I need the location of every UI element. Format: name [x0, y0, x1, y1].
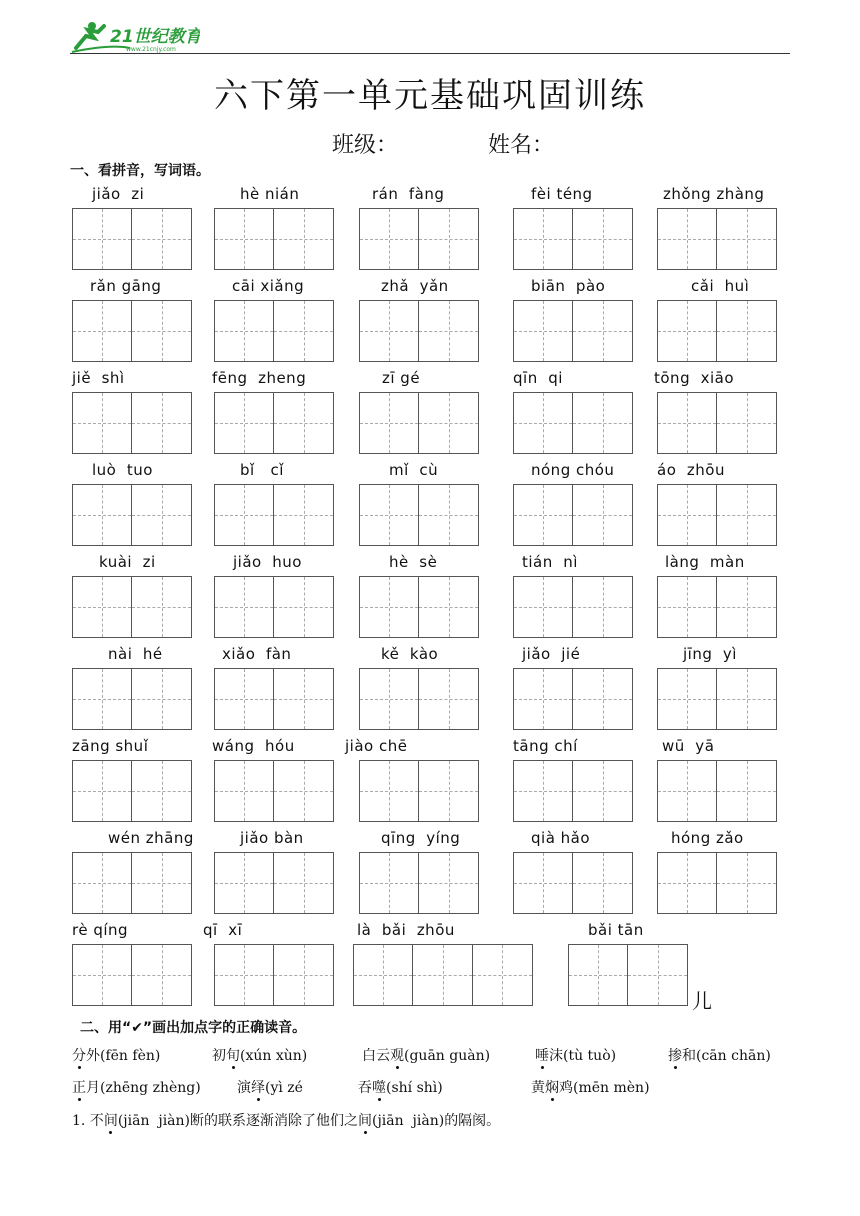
pinyin-label: fēng zheng	[212, 369, 307, 387]
tian-grid-square[interactable]	[360, 761, 419, 821]
tian-grid-square[interactable]	[132, 485, 191, 545]
writing-box[interactable]	[359, 576, 479, 638]
pinyin-label: jiě shì	[72, 369, 125, 387]
reading-choice-item[interactable]: 唾沫(tù tuò)	[535, 1048, 617, 1064]
pinyin-label: zhǎ yǎn	[381, 277, 449, 295]
writing-box[interactable]	[72, 944, 192, 1006]
pinyin-label: là bǎi zhōu	[357, 921, 455, 939]
tian-grid-square[interactable]	[215, 577, 274, 637]
writing-box[interactable]	[359, 852, 479, 914]
tian-grid-square[interactable]	[717, 209, 776, 269]
svg-text:www.21cnjy.com: www.21cnjy.com	[126, 46, 176, 53]
tian-grid-square[interactable]	[73, 577, 132, 637]
tian-grid-square[interactable]	[360, 301, 419, 361]
pinyin-label: cāi xiǎng	[232, 277, 305, 295]
tian-grid-square[interactable]	[274, 761, 333, 821]
tian-grid-square[interactable]	[215, 945, 274, 1005]
writing-box[interactable]	[568, 944, 688, 1006]
pinyin-label: qī xī	[203, 921, 243, 939]
tian-grid-square[interactable]	[215, 853, 274, 913]
tian-grid-square[interactable]	[215, 485, 274, 545]
sentence-1: 1. 不间(jiān jiàn)断的联系逐渐消除了他们之间(jiān jiàn)的隔阂。	[72, 1113, 501, 1129]
svg-text:21世纪教育: 21世纪教育	[110, 27, 200, 47]
tian-grid-square[interactable]	[132, 393, 191, 453]
writing-box[interactable]	[353, 944, 533, 1006]
tian-grid-square[interactable]	[658, 393, 717, 453]
reading-choice-item[interactable]: 演绎(yì zé	[237, 1080, 303, 1096]
pinyin-label: jiào chē	[345, 737, 408, 755]
er-suffix: 儿	[692, 989, 712, 1013]
header-divider	[70, 53, 790, 54]
reading-choice-item[interactable]: 正月(zhēng zhèng)	[72, 1080, 201, 1096]
tian-grid-square[interactable]	[573, 853, 632, 913]
tian-grid-square[interactable]	[717, 577, 776, 637]
tian-grid-square[interactable]	[514, 485, 573, 545]
writing-box[interactable]	[657, 852, 777, 914]
pinyin-label: jīng yì	[683, 645, 737, 663]
tian-grid-square[interactable]	[658, 209, 717, 269]
tian-grid-square[interactable]	[717, 485, 776, 545]
tian-grid-square[interactable]	[73, 301, 132, 361]
tian-grid-square[interactable]	[514, 393, 573, 453]
tian-grid-square[interactable]	[360, 209, 419, 269]
pinyin-label: bǐ cǐ	[240, 461, 284, 479]
pinyin-label: qīn qi	[513, 369, 563, 387]
pinyin-label: wáng hóu	[212, 737, 295, 755]
tian-grid-square[interactable]	[274, 945, 333, 1005]
pinyin-label: mǐ cù	[389, 461, 439, 479]
tian-grid-square[interactable]	[658, 853, 717, 913]
writing-box[interactable]	[72, 576, 192, 638]
writing-box[interactable]	[359, 760, 479, 822]
writing-box[interactable]	[214, 208, 334, 270]
tian-grid-square[interactable]	[419, 209, 478, 269]
writing-box[interactable]	[214, 852, 334, 914]
writing-box[interactable]	[214, 300, 334, 362]
writing-box[interactable]	[657, 300, 777, 362]
tian-grid-square[interactable]	[573, 577, 632, 637]
writing-box[interactable]	[513, 208, 633, 270]
writing-box[interactable]	[72, 852, 192, 914]
tian-grid-square[interactable]	[132, 945, 191, 1005]
page-title: 六下第一单元基础巩固训练	[214, 76, 646, 116]
tian-grid-square[interactable]	[573, 669, 632, 729]
tian-grid-square[interactable]	[514, 669, 573, 729]
tian-grid-square[interactable]	[419, 577, 478, 637]
writing-box[interactable]	[513, 576, 633, 638]
tian-grid-square[interactable]	[73, 485, 132, 545]
pinyin-label: rè qíng	[72, 921, 129, 939]
pinyin-label: rán fàng	[372, 185, 445, 203]
writing-box[interactable]	[359, 208, 479, 270]
pinyin-label: bǎi tān	[588, 921, 644, 939]
tian-grid-square[interactable]	[73, 209, 132, 269]
tian-grid-square[interactable]	[274, 485, 333, 545]
pinyin-label: hóng zǎo	[671, 829, 744, 847]
writing-box[interactable]	[214, 392, 334, 454]
writing-box[interactable]	[513, 300, 633, 362]
writing-box[interactable]	[214, 576, 334, 638]
tian-grid-square[interactable]	[573, 485, 632, 545]
tian-grid-square[interactable]	[419, 301, 478, 361]
writing-box[interactable]	[72, 760, 192, 822]
section1-heading: 一、看拼音，写词语。	[70, 163, 210, 179]
tian-grid-square[interactable]	[717, 301, 776, 361]
writing-box[interactable]	[657, 668, 777, 730]
tian-grid-square[interactable]	[73, 393, 132, 453]
writing-box[interactable]	[214, 484, 334, 546]
tian-grid-square[interactable]	[274, 393, 333, 453]
pinyin-label: zāng shuǐ	[72, 737, 149, 755]
pinyin-label: jiǎo bàn	[240, 829, 304, 847]
writing-box[interactable]	[359, 484, 479, 546]
tian-grid-square[interactable]	[132, 209, 191, 269]
writing-box[interactable]	[72, 300, 192, 362]
tian-grid-square[interactable]	[514, 761, 573, 821]
writing-box[interactable]	[214, 668, 334, 730]
writing-box[interactable]	[359, 392, 479, 454]
tian-grid-square[interactable]	[132, 853, 191, 913]
tian-grid-square[interactable]	[514, 577, 573, 637]
tian-grid-square[interactable]	[360, 485, 419, 545]
writing-box[interactable]	[359, 300, 479, 362]
writing-box[interactable]	[513, 668, 633, 730]
pinyin-label: hè nián	[240, 185, 300, 203]
tian-grid-square[interactable]	[274, 577, 333, 637]
pinyin-label: luò tuo	[92, 461, 153, 479]
tian-grid-square[interactable]	[215, 393, 274, 453]
pinyin-label: fèi téng	[531, 185, 593, 203]
logo-graphic	[70, 18, 200, 54]
tian-grid-square[interactable]	[573, 301, 632, 361]
tian-grid-square[interactable]	[658, 577, 717, 637]
writing-box[interactable]	[513, 760, 633, 822]
tian-grid-square[interactable]	[215, 209, 274, 269]
tian-grid-square[interactable]	[360, 577, 419, 637]
writing-box[interactable]	[513, 484, 633, 546]
tian-grid-square[interactable]	[360, 669, 419, 729]
tian-grid-square[interactable]	[419, 669, 478, 729]
tian-grid-square[interactable]	[215, 301, 274, 361]
reading-choice-item[interactable]: 黄焖鸡(mēn mèn)	[531, 1080, 650, 1096]
pinyin-label: nóng chóu	[531, 461, 615, 479]
tian-grid-square[interactable]	[514, 853, 573, 913]
tian-grid-square[interactable]	[573, 761, 632, 821]
pinyin-label: wén zhāng	[108, 829, 194, 847]
writing-box[interactable]	[72, 392, 192, 454]
reading-choice-item[interactable]: 分外(fēn fèn)	[72, 1048, 161, 1064]
tian-grid-square[interactable]	[73, 761, 132, 821]
tian-grid-square[interactable]	[573, 209, 632, 269]
tian-grid-square[interactable]	[514, 301, 573, 361]
tian-grid-square[interactable]	[658, 485, 717, 545]
writing-box[interactable]	[214, 944, 334, 1006]
pinyin-label: rǎn gāng	[90, 277, 162, 295]
pinyin-label: qīng yíng	[381, 829, 461, 847]
tian-grid-square[interactable]	[573, 393, 632, 453]
writing-box[interactable]	[72, 484, 192, 546]
writing-box[interactable]	[657, 392, 777, 454]
site-logo	[70, 18, 200, 54]
pinyin-label: xiǎo fàn	[222, 645, 292, 663]
tian-grid-square[interactable]	[658, 301, 717, 361]
tian-grid-square[interactable]	[419, 393, 478, 453]
tian-grid-square[interactable]	[569, 945, 628, 1005]
writing-box[interactable]	[657, 208, 777, 270]
name-label: 姓名：	[488, 133, 555, 158]
tian-grid-square[interactable]	[73, 669, 132, 729]
tian-grid-square[interactable]	[413, 945, 472, 1005]
writing-box[interactable]	[72, 668, 192, 730]
writing-box[interactable]	[657, 760, 777, 822]
tian-grid-square[interactable]	[419, 485, 478, 545]
tian-grid-square[interactable]	[215, 761, 274, 821]
tian-grid-square[interactable]	[132, 301, 191, 361]
writing-box[interactable]	[657, 576, 777, 638]
pinyin-label: jiǎo jié	[522, 645, 581, 663]
reading-choice-item[interactable]: 初旬(xún xùn)	[212, 1048, 308, 1064]
pinyin-label: wū yā	[662, 737, 715, 755]
tian-grid-square[interactable]	[658, 761, 717, 821]
class-label: 班级：	[332, 133, 399, 158]
writing-box[interactable]	[72, 208, 192, 270]
pinyin-label: cǎi huì	[691, 277, 750, 295]
tian-grid-square[interactable]	[419, 761, 478, 821]
pinyin-label: zī gé	[382, 369, 421, 387]
pinyin-label: áo zhōu	[657, 461, 725, 479]
tian-grid-square[interactable]	[628, 945, 687, 1005]
tian-grid-square[interactable]	[274, 853, 333, 913]
pinyin-label: tián nì	[522, 553, 578, 571]
pinyin-label: tōng xiāo	[654, 369, 735, 387]
tian-grid-square[interactable]	[274, 209, 333, 269]
tian-grid-square[interactable]	[73, 945, 132, 1005]
pinyin-label: qià hǎo	[531, 829, 591, 847]
pinyin-label: kě kào	[381, 645, 439, 663]
writing-box[interactable]	[513, 852, 633, 914]
tian-grid-square[interactable]	[514, 209, 573, 269]
section2-heading: 二、用“✔”画出加点字的正确读音。	[80, 1020, 307, 1036]
tian-grid-square[interactable]	[354, 945, 413, 1005]
pinyin-label: jiǎo huo	[233, 553, 302, 571]
tian-grid-square[interactable]	[132, 669, 191, 729]
writing-box[interactable]	[359, 668, 479, 730]
tian-grid-square[interactable]	[717, 761, 776, 821]
reading-choice-item[interactable]: 吞噬(shí shì)	[358, 1080, 443, 1096]
tian-grid-square[interactable]	[360, 393, 419, 453]
tian-grid-square[interactable]	[132, 761, 191, 821]
tian-grid-square[interactable]	[419, 853, 478, 913]
pinyin-label: zhǒng zhàng	[663, 185, 765, 203]
tian-grid-square[interactable]	[132, 577, 191, 637]
tian-grid-square[interactable]	[73, 853, 132, 913]
writing-box[interactable]	[214, 760, 334, 822]
tian-grid-square[interactable]	[360, 853, 419, 913]
tian-grid-square[interactable]	[717, 669, 776, 729]
writing-box[interactable]	[657, 484, 777, 546]
pinyin-label: nài hé	[108, 645, 163, 663]
tian-grid-square[interactable]	[473, 945, 532, 1005]
tian-grid-square[interactable]	[717, 393, 776, 453]
pinyin-label: biān pào	[531, 277, 606, 295]
tian-grid-square[interactable]	[717, 853, 776, 913]
tian-grid-square[interactable]	[274, 669, 333, 729]
writing-box[interactable]	[513, 392, 633, 454]
tian-grid-square[interactable]	[274, 301, 333, 361]
pinyin-label: làng màn	[665, 553, 745, 571]
reading-choice-item[interactable]: 白云观(guān guàn)	[362, 1048, 491, 1064]
pinyin-label: hè sè	[389, 553, 438, 571]
tian-grid-square[interactable]	[658, 669, 717, 729]
tian-grid-square[interactable]	[215, 669, 274, 729]
pinyin-label: jiǎo zi	[92, 185, 145, 203]
pinyin-label: kuài zi	[99, 553, 156, 571]
reading-choice-item[interactable]: 掺和(cān chān)	[668, 1048, 771, 1064]
pinyin-label: tāng chí	[513, 737, 578, 755]
